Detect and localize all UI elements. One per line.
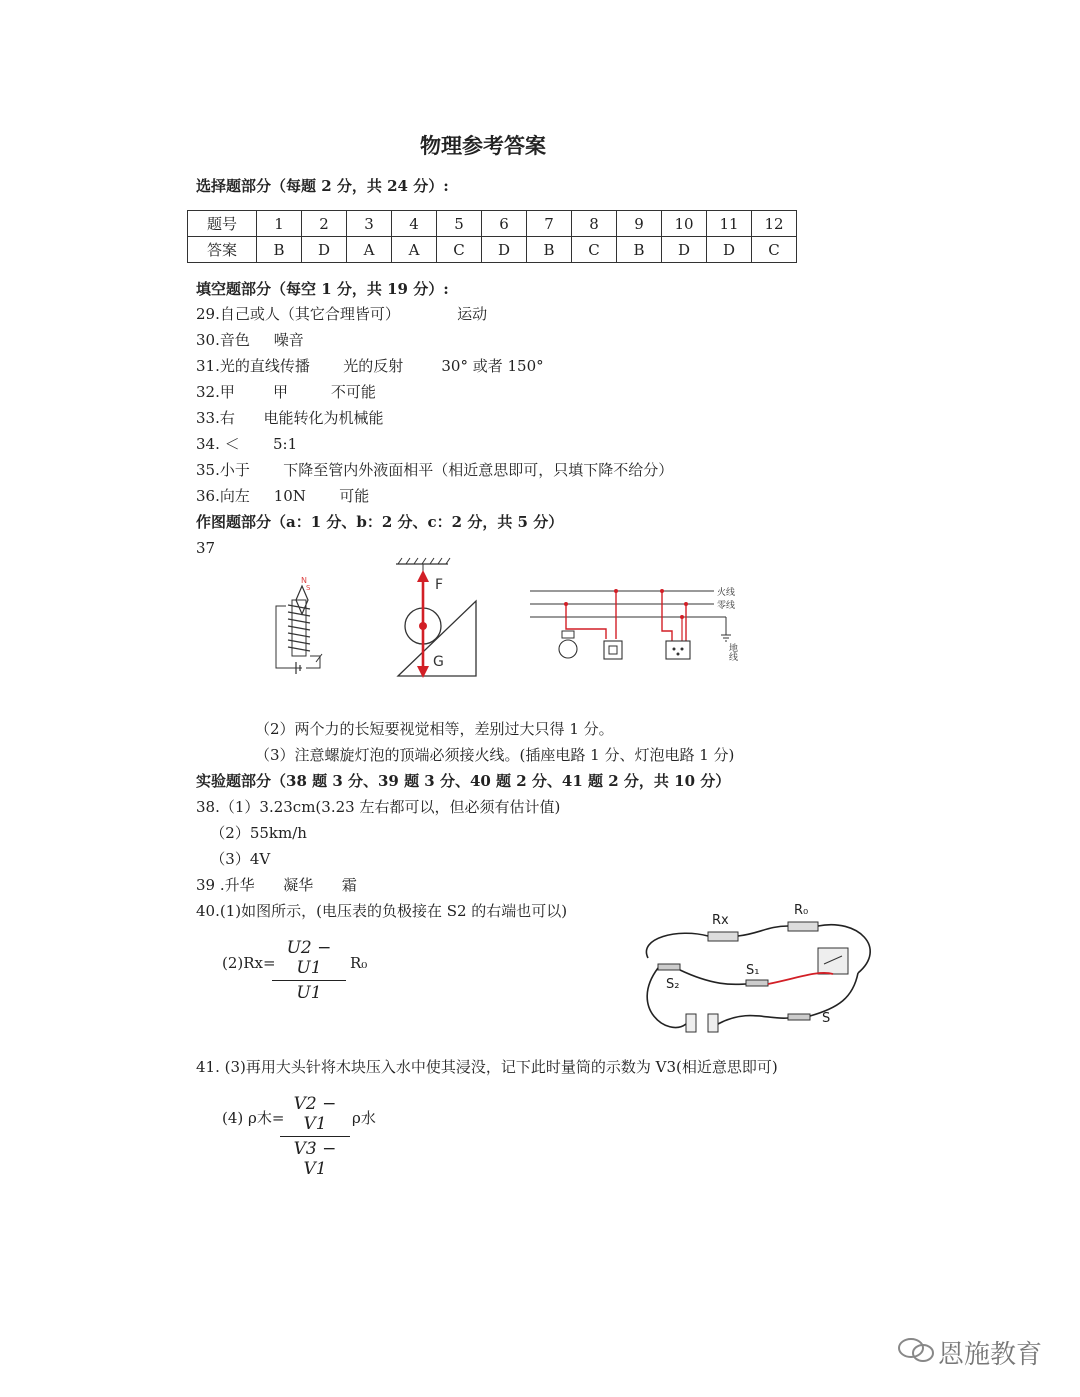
drawing-heading: 作图题部分（a：1 分、b：2 分、c：2 分，共 5 分） bbox=[196, 513, 564, 531]
page-title: 物理参考答案 bbox=[420, 133, 546, 158]
experiment-answer-38-3: （3）4V bbox=[196, 850, 271, 868]
table-cell: 1 bbox=[257, 211, 302, 237]
formula-rx-prefix: (2)Rx= bbox=[222, 954, 276, 972]
formula-rho-fraction bbox=[280, 1094, 350, 1179]
table-row-answers bbox=[188, 237, 797, 263]
answer-table bbox=[187, 210, 797, 263]
ground-label: 地线 bbox=[727, 643, 737, 661]
fill-answer-35: 35.小于 下降至管内外液面相平（相近意思即可，只填下降不给分） bbox=[196, 461, 674, 479]
table-cell: 8 bbox=[572, 211, 617, 237]
table-cell: 4 bbox=[392, 211, 437, 237]
table-cell: 12 bbox=[752, 211, 797, 237]
experiment-answer-40-1: 40.(1)如图所示，(电压表的负极接在 S2 的右端也可以) bbox=[196, 902, 568, 920]
experiment-answer-39: 39 .升华 凝华 霜 bbox=[196, 876, 357, 894]
r0-label: R₀ bbox=[794, 903, 809, 918]
table-cell: D bbox=[707, 237, 752, 263]
watermark-text: 恩施教育 bbox=[938, 1340, 1043, 1370]
table-cell: 2 bbox=[302, 211, 347, 237]
experiment-answer-41-3: 41. (3)再用大头针将木块压入水中使其浸没，记下此时量筒的示数为 V3(相近意思即可) bbox=[196, 1058, 778, 1076]
fill-answer-32: 32.甲 甲 不可能 bbox=[196, 383, 376, 401]
drawing-note-2: （2）两个力的长短要视觉相等，差别过大只得 1 分。 bbox=[255, 720, 614, 738]
fill-answer-36: 36.向左 10N 可能 bbox=[196, 487, 370, 505]
drawing-note-3: （3）注意螺旋灯泡的顶端必须接火线。(插座电路 1 分、灯泡电路 1 分) bbox=[255, 746, 735, 764]
force-g-label: G bbox=[433, 654, 444, 670]
formula-rho-prefix: (4) ρ木= bbox=[222, 1109, 285, 1127]
experiment-answer-38-2: （2）55km/h bbox=[196, 824, 307, 842]
formula-rho-denominator: V3 − V1 bbox=[293, 1139, 337, 1179]
table-header-cell: 答案 bbox=[188, 237, 257, 263]
fill-answer-34: 34. ＜ 5:1 bbox=[196, 435, 298, 453]
fire-line-label: 火线 bbox=[717, 588, 736, 598]
drawing-number: 37 bbox=[196, 539, 216, 557]
table-cell: 7 bbox=[527, 211, 572, 237]
formula-rx-fraction bbox=[272, 938, 346, 1003]
table-cell: B bbox=[257, 237, 302, 263]
force-f-label: F bbox=[435, 577, 444, 593]
formula-rx-suffix: R₀ bbox=[350, 954, 368, 972]
table-cell: 9 bbox=[617, 211, 662, 237]
table-cell: 11 bbox=[707, 211, 752, 237]
formula-rx-denominator: U1 bbox=[296, 983, 322, 1003]
fill-answer-31: 31.光的直线传播 光的反射 30° 或者 150° bbox=[196, 357, 544, 375]
table-cell: D bbox=[482, 237, 527, 263]
household-circuit-figure bbox=[526, 583, 751, 683]
formula-rho-numerator: V2 − V1 bbox=[293, 1094, 337, 1134]
table-cell: B bbox=[617, 237, 662, 263]
formula-rho-suffix: ρ水 bbox=[352, 1109, 376, 1127]
experiment-circuit-figure bbox=[638, 898, 878, 1036]
table-cell: D bbox=[302, 237, 347, 263]
fill-answer-29: 29.自己或人（其它合理皆可） 运动 bbox=[196, 305, 488, 323]
zero-line-label: 零线 bbox=[717, 601, 736, 611]
table-cell: C bbox=[572, 237, 617, 263]
table-cell: C bbox=[437, 237, 482, 263]
table-row-numbers bbox=[188, 211, 797, 237]
s1-label: S₁ bbox=[746, 963, 760, 978]
rx-label: Rx bbox=[712, 913, 729, 928]
table-cell: D bbox=[662, 237, 707, 263]
compass-n-label: N bbox=[301, 576, 307, 585]
table-cell: 5 bbox=[437, 211, 482, 237]
wechat-icon bbox=[896, 1336, 936, 1364]
choice-heading: 选择题部分（每题 2 分，共 24 分）: bbox=[196, 177, 449, 195]
table-cell: 3 bbox=[347, 211, 392, 237]
fill-heading: 填空题部分（每空 1 分，共 19 分）: bbox=[196, 280, 449, 298]
table-cell: 6 bbox=[482, 211, 527, 237]
experiment-heading: 实验题部分（38 题 3 分、39 题 3 分、40 题 2 分、41 题 2 分，共 10 分） bbox=[196, 772, 731, 790]
experiment-answer-38-1: 38.（1）3.23cm(3.23 左右都可以，但必须有估计值) bbox=[196, 798, 561, 816]
table-cell: 10 bbox=[662, 211, 707, 237]
solenoid-figure bbox=[262, 570, 342, 675]
compass-s-label: S bbox=[306, 584, 311, 592]
formula-rx-numerator: U2 − U1 bbox=[286, 938, 332, 978]
fill-answer-33: 33.右 电能转化为机械能 bbox=[196, 409, 384, 427]
table-cell: C bbox=[752, 237, 797, 263]
table-cell: B bbox=[527, 237, 572, 263]
table-cell: A bbox=[392, 237, 437, 263]
s2-label: S₂ bbox=[666, 977, 680, 992]
fill-answer-30: 30.音色 噪音 bbox=[196, 331, 304, 349]
force-figure bbox=[388, 556, 480, 681]
s-label: S bbox=[822, 1011, 831, 1026]
table-header-cell: 题号 bbox=[188, 211, 257, 237]
table-cell: A bbox=[347, 237, 392, 263]
